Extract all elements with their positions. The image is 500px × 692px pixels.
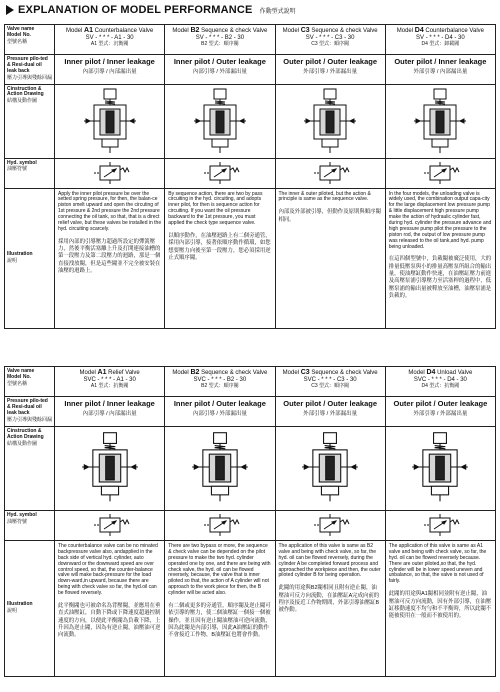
illustration-a1: The counterbalance valve can be no minated backpressure valve also, andapplied in the back side of vertical hyd. cylinder, auto downward or the downward speed are over control speed, so that, the counter-balance valve will make back-pressure for the load down-ward,in upward, because there are being with check valve so far, the hyd.oil can be flowed reversely. 此平衡閥也可被命名為背壓閥，並應用在垂直式油壓缸，自動下降或下降速度超過控制速度的方向，以便此平衡閥為負載下降，上升因為逆止閥，因為有逆止閥，油壓油可逆向流動。 [55, 541, 165, 677]
illustration-b2: There are two bypass or more, the sequence & check valve can be depended on the pilot pressure to make the two hyd. cylinder operated one by one, and there are being with check valve, the hyd. oil can be flowed reversely, because, the valve that is inner piloted so that, the action of A cylinder will not approach to the work piece for then, the B cylinder will be acted also. 有二個或更多的旁通管，順序閥及逆止閥可依引導的壓力，使二個油壓缸一個接一個被操作，並且因有逆止閥油壓油可逆向流動，因為此閥是內部引導，因此A油壓缸的動作不會接近工作物，B油壓缸也將會作動。 [165, 541, 275, 677]
illustration-b2: By sequence action, there are two by pass circuiting in the hyd. circuiting, and adopts inner pilot, for then is sequence action for circuiting. If you want the oil pressure backward to the 1st pressure, you must applied the check type sequence valve. 以順序動作，在油壓迴路上有二個旁通管，採用內部引導，接著依順序動作循環，如您想要壓力向後至第一段壓力，您必須採用逆止式順序閥。 [165, 188, 275, 328]
illustration-d4: In the four models, the unloading valve is widely used, the combination output capa-city for the large displacement low pressure pump & little displacement high pressure pump make the action of hydraulic cylinder fast, during hyd. cylinder the pressure advance and high pressure pump pilot the pressure to the piston rod, the output of low pressure pump was released to the oil tank,and hyd. pump being unloaded. 在這四個型號中，負載閥被廣泛使用，大的排量低壓泵與小的排量高壓泵所組合的輸出量，使油壓缸動作快速，在油壓缸壓力前進及高壓泵浦引導壓力至活塞桿的過程中，低壓泵浦的輸出量被釋放至油槽，油壓泵浦是負載的。 [385, 188, 495, 328]
model-table-1 [4, 24, 496, 329]
hydraulic-symbol-icon [415, 161, 465, 185]
pilot-a1: Inner pilot / Inner leakage 內部引導 / 內部漏出量 [55, 397, 165, 427]
hyd-symbol [275, 158, 385, 188]
valve-cross-section-icon [300, 429, 360, 505]
model-header-d4: Model D4 Counterbalance Valve SV - * * * - D4 - 30 D4 型式：卸載閥 [385, 25, 495, 55]
hydraulic-symbol-icon [85, 513, 135, 537]
row-label-model: Valve name Model No. 型號名稱 [5, 367, 55, 397]
hydraulic-symbol-icon [195, 161, 245, 185]
hyd-symbol [165, 511, 275, 541]
action-drawing [55, 84, 165, 158]
hyd-symbol [55, 158, 165, 188]
row-label-symbol: Hyd. symbol 油壓符號 [5, 158, 55, 188]
row-label-pressure: Pressure pilo-ted & Resi-dual oil leak back 壓力引導與殘餘回漏 [5, 397, 55, 427]
model-header-b2: Model B2 Sequence & check Valve SV - * * * - B2 - 30 B2 型式：順序閥 [165, 25, 275, 55]
pilot-a1: Inner pilot / Inner leakage 內部引導 / 內部漏出量 [55, 55, 165, 85]
hyd-symbol [385, 511, 495, 541]
illustration-c3: The inner & outer piloted, but the action & principle is same as the sequence valve. 內部及外部被引導，但動作及原則與順序閥相同。 [275, 188, 385, 328]
action-drawing [275, 84, 385, 158]
arrow-right-icon [6, 5, 14, 15]
row-label-construction: Cinstruction & Action Drawing 結構及動作圖 [5, 84, 55, 158]
model-header-b2: Model B2 Sequence & check Valve SVC - * * * - B2 - 30 B2 型式：順序閥 [165, 367, 275, 397]
hyd-symbol [55, 511, 165, 541]
action-drawing [165, 427, 275, 511]
row-label-model: Valve name Model No. 型號名稱 [5, 25, 55, 55]
action-drawing [385, 84, 495, 158]
pilot-b2: Inner pilot / Outer leakage 內部引導 / 外部漏出量 [165, 55, 275, 85]
valve-cross-section-icon [190, 429, 250, 505]
hyd-symbol [385, 158, 495, 188]
action-drawing [55, 427, 165, 511]
hydraulic-symbol-icon [415, 513, 465, 537]
hyd-symbol [275, 511, 385, 541]
hydraulic-symbol-icon [195, 513, 245, 537]
valve-cross-section-icon [412, 87, 468, 155]
illustration-d4: The application of this valve is same as A1 valve and being with check valve, so far, the hyd. oil can be flowed reversely because. There are outer piloted,so that, the hyd. cylinder will be in lower speed uneven and unbalance, so that, the valve is not used of fairly. 此閥的用途與A1閥相同並附有逆止閥，油壓油可反方向流動，因有外部引導，在油壓缸移動速度不均勻和不平衡時，所以此閥不能被使用在一般而不被使用的。 [385, 541, 495, 677]
page-title-zh: 作動型式說明 [259, 8, 296, 15]
action-drawing [165, 84, 275, 158]
model-header-c3: Model C3 Sequence & check Valve SV - * * * - C3 - 30 C3 型式：順序閥 [275, 25, 385, 55]
valve-cross-section-icon [302, 87, 358, 155]
pilot-d4: Outer pilot / Outer leakage 外部引導 / 外部漏出量 [385, 397, 495, 427]
action-drawing [275, 427, 385, 511]
pilot-d4: Outer pilot / Inner leakage 外部引導 / 內部漏出量 [385, 55, 495, 85]
pilot-c3: Outer pilot / Outer leakage 外部引導 / 外部漏出量 [275, 55, 385, 85]
model-header-d4: Model D4 Unload Valve SVC - * * * - D4 - 30 D4 型式：抗衡閥 [385, 367, 495, 397]
valve-cross-section-icon [80, 429, 140, 505]
row-label-pressure: Pressure pilo-ted & Resi-dual oil leak back 壓力引導與殘餘回漏 [5, 55, 55, 85]
row-label-illustration: Illustration 說明 [5, 541, 55, 677]
hydraulic-symbol-icon [305, 513, 355, 537]
page-title: EXPLANATION OF MODEL PERFORMANCE [18, 4, 253, 16]
hydraulic-symbol-icon [305, 161, 355, 185]
valve-cross-section-icon [192, 87, 248, 155]
model-header-a1: Model A1 Relief Valve SVC - * * * - A1 - 30 A1 型式：抗衡閥 [55, 367, 165, 397]
hyd-symbol [165, 158, 275, 188]
model-header-a1: Model A1 Counterbalance Valve SV - * * * - A1 - 30 A1 型式：沉衡閥 [55, 25, 165, 55]
model-header-c3: Model C3 Sequence & check Valve SVC - * * * - C3 - 30 C3 型式：順序閥 [275, 367, 385, 397]
action-drawing [385, 427, 495, 511]
valve-cross-section-icon [82, 87, 138, 155]
illustration-a1: Apply the inner pilot pressure be over the setted spring pressure, for then, the balan-ce piston smelt upward and open the circuting of 1st pressure & 2nd pressure the 2nd pressure connecting the oil tank, so that, that is a direct relief valve, but these valves be installed in the hyd. circuiting scarcely. 採用內部的引導壓力超過所設定的彈簧壓力，然後平衡活塞離上升及打開連接油槽的第一段壓力及第二段壓力的迴路，那是一個直接洩放閥，但是這些閥並不完全被安裝在油壓的迴路上。 [55, 188, 165, 328]
page-header [6, 3, 296, 17]
model-table-2 [4, 366, 496, 677]
illustration-c3: The application of this valve is same as B2 valve and being with check valve, so far, the hyd. oil can be flowed reversely, during the cylinder A be completed forward process and approached the workpiece and then, the outer piloted cylinder B for being operation. 此閥的用途與B2閥相同且附有逆止閥，油壓油可反方向流動，在油壓缸A完成向前的程序及接近工作物期間，外部引導油壓缸B被作動。 [275, 541, 385, 677]
hydraulic-symbol-icon [85, 161, 135, 185]
pilot-b2: Inner pilot / Outer leakage 內部引導 / 外部漏出量 [165, 397, 275, 427]
pilot-c3: Outer pilot / Outer leakage 外部引導 / 外部漏出量 [275, 397, 385, 427]
row-label-illustration: Illustration 說明 [5, 188, 55, 328]
valve-cross-section-icon [410, 429, 470, 505]
row-label-construction: Cinstruction & Action Drawing 結構及動作圖 [5, 427, 55, 511]
row-label-symbol: Hyd. symbol 油壓符號 [5, 511, 55, 541]
